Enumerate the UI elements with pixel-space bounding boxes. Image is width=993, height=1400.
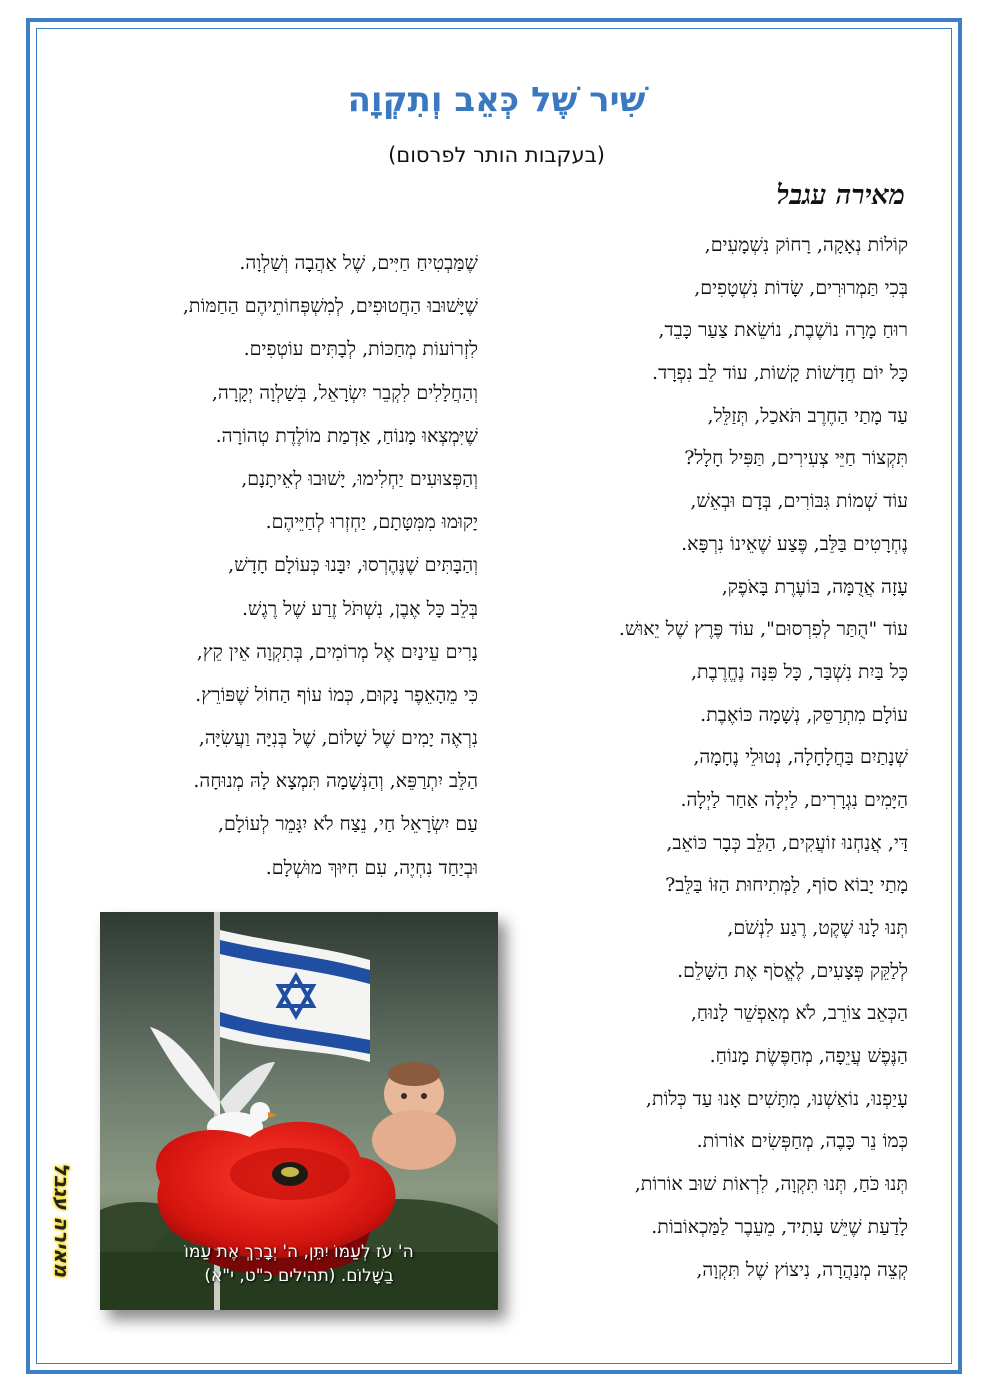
poem-line: עוֹלָם מִתְרַסֵּק, נְשָׁמָה כּוֹאֶבֶת. (700, 703, 908, 726)
poem-line: עָיַפְנוּ, נוֹאַשְׁנוּ, מִתָּשִׁים אָנוּ עַד כְּלוֹת, (645, 1087, 908, 1110)
poem-line: עַד מָתַי הַחֶרֶב תֹּאכַל, תְּזַלֵּל, (707, 404, 908, 427)
signature-text: מאירה עגבל (50, 1162, 74, 1278)
poem-line: קוֹלוֹת נְאָקָה, רָחוֹק נִשְׁמָעִים, (704, 234, 908, 256)
illustration-flag-dove-poppy (100, 912, 498, 1310)
poem-line: בְּכִי תַּמְרוּרִים, שָׂדוֹת נִשְׁטָפִים, (694, 276, 908, 299)
poem-line: הַיָּמִים נִגְרָרִים, לַיְלָה אַחַר לַיְלָה. (680, 788, 908, 811)
poem-line: לְלַקֵּק פְּצָעִים, לֶאֱסֹף אֶת הַשָּׁלֵם. (677, 959, 908, 982)
poem-line: הַלֵּב יִתְרַפֵּא, וְהַנְּשָׁמָה תִּמְצָא לָהּ מְנוּחָה. (193, 770, 478, 793)
poem-line: לִזְרוֹעוֹת מְחַכּוֹת, לְבָתִּים עוֹטְפִים. (243, 338, 478, 361)
poem-line: וְהַבָּתִּים שֶׁנֶּהֶרְסוּ, יִבָּנוּ כְּעוֹלָם חָדָשׁ, (228, 554, 478, 577)
poem-column-right (488, 230, 908, 1297)
poem-line: קְצֵה מְנַהֲרָה, נִיצוֹץ שֶׁל תִּקְוָה, (696, 1258, 908, 1281)
poem-column-left (38, 248, 478, 896)
poem-line: וְהַפְּצוּעִים יַחְלִימוּ, יָשׁוּבוּ לְאֵיתָנָם, (241, 467, 478, 490)
poem-line: כָּל יוֹם חֲדָשׁוֹת קָשׁוֹת, עוֹד לֵב נִפְרָד. (652, 362, 908, 385)
poem-line: שֶׁיִּמְצְאוּ מָנוֹחַ, אַדְמַת מוֹלֶדֶת טְהוֹרָה. (215, 424, 478, 447)
poem-line: נֶחְרָטִים בַּלֵּב, פֶּצַע שֶׁאֵינוֹ נִרְפָּא. (681, 532, 908, 555)
image-caption-line-2: בַשָּׁלוֹם. (תהילים כ"ט, י"א) (204, 1266, 394, 1286)
poem-line: כִּי מֵהָאֵפֶר נָקוּם, כְּמוֹ עוֹף הַחוֹל שֶׁפּוֹרֵץ. (195, 683, 478, 706)
poem-line: עָזָה אֲדֻמָּה, בּוֹעֶרֶת בָּאֹפֶק, (721, 575, 908, 598)
poem-line: כְּמוֹ נֵר כָּבֶה, מְחַפְּשִׂים אוֹרוֹת. (696, 1130, 908, 1153)
poem-line: שֶׁמַּבְטִיחַ חַיִּים, שֶׁל אַהֲבָה וְשַׁלְוָה. (239, 252, 478, 274)
poem-line: וְהַחֲלָלִים לִקְבֵר יִשְׂרָאֵל, בִּשַׁלְוָה יְקָרָה, (211, 381, 478, 404)
poem-line: רוּחַ מָרָה נוֹשֶׁבֶת, נוֹשֵׂאת צַעַר כָּבֵד, (658, 319, 908, 342)
poem-subtitle: (בעקבות הותר לפרסום) (388, 143, 605, 167)
image-caption-line-1: ה' עֹז לְעַמּוֹ יִתֵּן, ה' יְבָרֵךְ אֶת עַמּוֹ (184, 1242, 414, 1262)
poem-line: עַם יִשְׂרָאֵל חַי, נֵצַח לֹא יִגָּמֵר לְעוֹלָם, (218, 813, 478, 836)
poem-line: תְּנוּ כֹּחַ, תְּנוּ תִּקְוָה, לִרְאוֹת שׁוּב אוֹרוֹת, (634, 1173, 908, 1196)
poem-line: שֶׁיָּשׁוּבוּ הַחֲטוּפִים, לְמִשְׁפְּחוֹתֵיהֶם הַחַמּוֹת, (182, 295, 478, 318)
image-caption (100, 1240, 498, 1288)
poem-line: עוֹד שְׁמוֹת גִּבּוֹרִים, בְּדָם וּבְאֵשׁ, (690, 490, 908, 513)
poem-line: לָדַעַת שֶׁיֵּשׁ עָתִיד, מֵעֵבֶר לַמַּכְאוֹבוֹת. (651, 1215, 908, 1238)
poem-line: דַּי, אֲנַחְנוּ זוֹעֲקִים, הַלֵּב כְּבָר כּוֹאֵב, (666, 831, 908, 854)
poem-line: עוֹד "הֻתַּר לְפִרְסוּם", עוֹד פֶּרֶץ שֶׁל יֵאוּשׁ. (618, 618, 908, 641)
poem-line: כָּל בַּיִת נִשְׁבַּר, כָּל פִּנָּה נֶחֱרֶבֶת, (690, 660, 908, 683)
poem-line: בְּלֵב כָּל אֶבֶן, נִשְׁתֹּל זֶרַע שֶׁל רֶגֶשׁ. (242, 597, 478, 620)
author-name: מאירה עגבל (776, 180, 905, 211)
poem-line: הַנֶּפֶשׁ עֲיֵפָה, מְחַפֶּשֶׂת מָנוֹחַ. (709, 1045, 908, 1068)
poem-line: תְּנוּ לָנוּ שֶׁקֶט, רֶגַע לִנְשֹׁם, (727, 917, 908, 939)
poem-title: שִׁיר שֶׁל כְּאֵב וְתִקְוָה (347, 80, 646, 120)
poem-line: הַכְּאֵב צוֹרֵב, לֹא מְאַפְשֵׁר לָנוּחַ, (690, 1002, 908, 1025)
poem-line: וּבְיַחַד נִחְיֶה, עִם חִיּוּךְ מוּשְׁלָם. (265, 856, 478, 879)
poem-line: יָקוּמוּ מִמִּטָּתָם, יַחְזְרוּ לְחַיֵּיהֶם. (265, 511, 478, 534)
poem-line: מָתַי יָבוֹא סוֹף, לַמְּתִיחוּת הַזּוֹ בַּלֵּב? (665, 874, 908, 897)
poem-line: נִרְאֶה יָמִים שֶׁל שָׁלוֹם, שֶׁל בְּנִיָּה וַעֲשִׂיָּה, (198, 727, 478, 750)
poem-line: שְׁנָתַיִם בַּחֲלָחָלָה, נְטוּלֵי נֶחָמָה, (693, 746, 908, 769)
poem-line: נָרִים עֵינַיִם אֶל מְרוֹמִים, בְּתִקְוָה אֵין קֵץ, (196, 640, 478, 663)
poem-line: תִּקְצוֹר חַיֵּי צְעִירִים, תַּפִּיל חָלָל? (684, 447, 908, 470)
author-signature (42, 1150, 82, 1290)
